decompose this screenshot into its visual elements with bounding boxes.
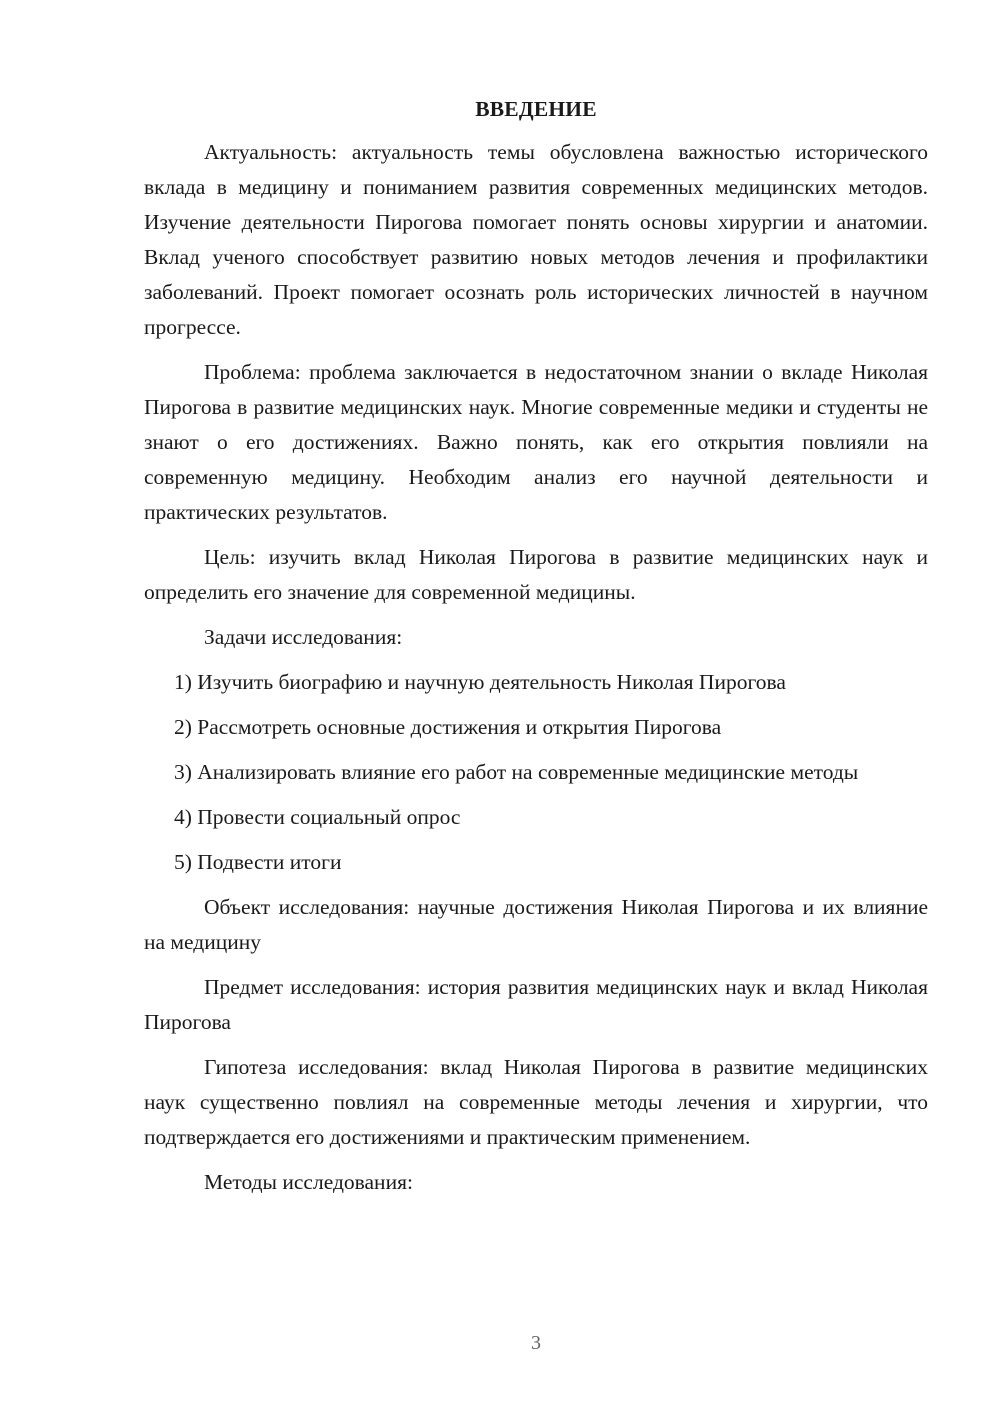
list-item-task-2: 2) Рассмотреть основные достижения и открытия Пирогова [174, 715, 722, 739]
list-item-task-5: 5) Подвести итоги [174, 850, 342, 874]
paragraph-methods-heading: Методы исследования: [204, 1170, 413, 1194]
paragraph-hypothesis: Гипотеза исследования: вклад Николая Пирогова в развитие медицинских наук существенно повлиял на современные методы лечения и хирургии, что подтверждается его достижениями и практическим применением. [144, 1055, 928, 1149]
page-number: 3 [531, 1332, 541, 1354]
document-title: ВВЕДЕНИЕ [475, 97, 597, 121]
list-item-task-4: 4) Провести социальный опрос [174, 805, 461, 829]
paragraph-object: Объект исследования: научные достижения Николая Пирогова и их влияние на медицину [144, 895, 928, 954]
paragraph-tasks-heading: Задачи исследования: [204, 625, 403, 649]
paragraph-problem: Проблема: проблема заключается в недостаточном знании о вкладе Николая Пирогова в развитие медицинских наук. Многие современные медики и студенты не знают о его достижениях. Важно понять, как его открытия повлияли на современную медицину. Необходим анализ его научной деятельности и практических результатов. [144, 360, 928, 524]
list-item-task-3: 3) Анализировать влияние его работ на современные медицинские методы [174, 760, 859, 784]
paragraph-subject: Предмет исследования: история развития медицинских наук и вклад Николая Пирогова [144, 975, 928, 1034]
list-item-task-1: 1) Изучить биографию и научную деятельность Николая Пирогова [174, 670, 786, 694]
document-page [144, 92, 928, 1210]
paragraph-goal: Цель: изучить вклад Николая Пирогова в развитие медицинских наук и определить его значение для современной медицины. [144, 545, 928, 604]
paragraph-relevance: Актуальность: актуальность темы обусловлена важностью исторического вклада в медицину и пониманием развития современных медицинских методов. Изучение деятельности Пирогова помогает понять основы хирургии и анатомии. Вклад ученого способствует развитию новых методов лечения и профилактики заболеваний. Проект помогает осознать роль исторических личностей в научном прогрессе. [144, 140, 928, 339]
